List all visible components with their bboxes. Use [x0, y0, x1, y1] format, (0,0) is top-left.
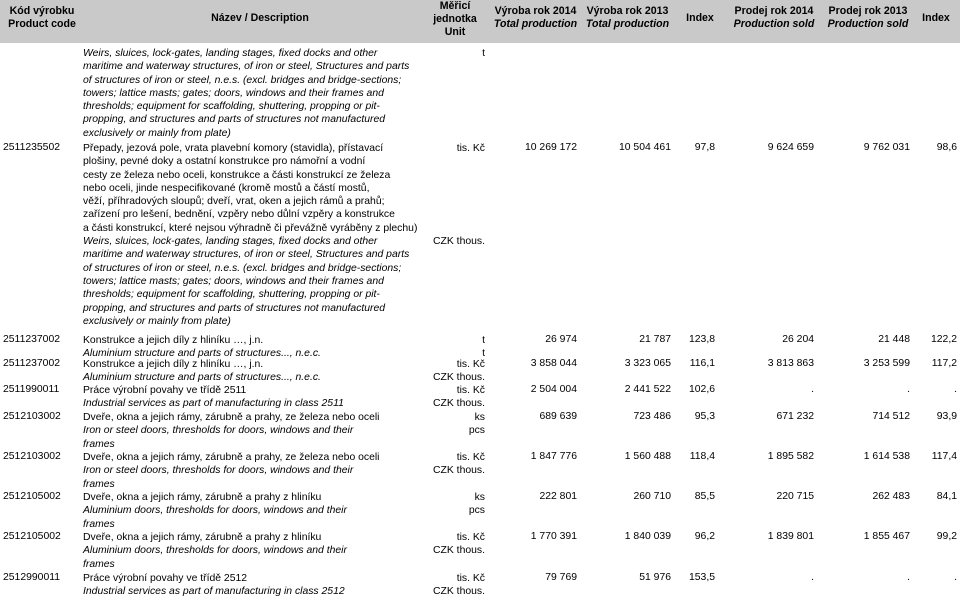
index-production-value: 95,3 — [694, 411, 715, 422]
production-2013-value: 1 560 488 — [624, 451, 671, 462]
description-en-line: frames — [83, 518, 115, 530]
product-description — [83, 572, 345, 599]
unit-label — [415, 155, 485, 168]
sold-2013-value: 1 614 538 — [863, 451, 910, 462]
index-sold-value: 93,9 — [936, 411, 957, 422]
header-prod2014-en: Total production — [493, 18, 578, 30]
sold-2013-value: 714 512 — [872, 411, 910, 422]
description-cz-line: věží, příhradových sloupů; dveří, vrat, oken a jejich rámů a prahů; — [83, 196, 385, 208]
index-sold-value: 117,2 — [931, 358, 957, 369]
description-cz-line: Dveře, okna a jejich rámy, zárubně a prahy z hliníku — [83, 492, 322, 503]
product-code: 2512105002 — [3, 531, 61, 542]
description-en-line: Aluminium structure and parts of structures..., n.e.c. — [83, 348, 321, 360]
header-code-cz: Kód výrobku — [9, 5, 75, 17]
description-cz-line: plošiny, pevné doky a ostatní konstrukce pro námořní a vodní — [83, 156, 366, 168]
production-2013-value: 3 323 065 — [624, 358, 671, 369]
description-cz-line: Dveře, okna a jejich rámy, zárubně a prahy, ze železa nebo oceli — [83, 412, 380, 423]
unit-label: CZK thous. — [433, 586, 485, 598]
description-cz-line: Práce výrobní povahy ve třídě 2512 — [83, 573, 248, 584]
unit-label: tis. Kč — [456, 359, 485, 370]
table-header — [0, 0, 960, 43]
header-unit — [420, 0, 490, 39]
product-description — [83, 47, 409, 140]
description-en-line: Aluminium doors, thresholds for doors, windows and their — [83, 545, 347, 557]
index-sold-value: 117,4 — [931, 451, 957, 462]
production-2013-value: 1 840 039 — [624, 531, 671, 542]
description-en-line: of structures of iron or steel, n.e.s. (excl. bridges and bridge-sections; — [83, 74, 402, 86]
description-en-line: Weirs, sluices, lock-gates, landing stages, fixed docks and other — [83, 236, 378, 248]
index-sold-value: 122,2 — [930, 334, 957, 345]
unit-label: t — [482, 335, 485, 346]
production-2013-value: 10 504 461 — [618, 142, 671, 153]
description-en-line: Aluminium doors, thresholds for doors, windows and their — [83, 505, 347, 517]
product-description — [83, 142, 417, 328]
description-en-line: Iron or steel doors, thresholds for doors, windows and their — [83, 425, 354, 437]
description-en-line: frames — [83, 438, 115, 450]
product-description — [83, 491, 347, 531]
sold-2013-value: 262 483 — [872, 491, 910, 502]
sold-2013-value: 1 855 467 — [863, 531, 910, 542]
unit-label: CZK thous. — [433, 398, 485, 410]
description-en-line: thresholds; equipment for scaffolding, shuttering, propping or pit- — [83, 289, 380, 301]
unit-label — [415, 169, 485, 182]
production-2014-value: 79 769 — [545, 572, 577, 583]
description-en-line: maritime and waterway structures, of iron or steel, Structures and parts — [83, 61, 410, 73]
description-en-line: Weirs, sluices, lock-gates, landing stages, fixed docks and other — [83, 48, 378, 59]
header-production-2014 — [488, 5, 583, 31]
unit-label: tis. Kč — [456, 452, 485, 463]
unit-cell — [415, 411, 485, 438]
production-2013-value: 21 787 — [639, 334, 671, 345]
product-code: 2512103002 — [3, 411, 61, 422]
description-cz-line: Konstrukce a jejich díly z hliníku …, j.n. — [83, 335, 264, 346]
description-en-line: towers; lattice masts; gates; doors, windows and their frames and — [83, 275, 384, 287]
description-en-line: Iron or steel doors, thresholds for doors, windows and their — [83, 465, 354, 477]
unit-cell — [415, 334, 485, 361]
unit-label: pcs — [468, 425, 485, 437]
production-2013-value: 723 486 — [633, 411, 671, 422]
header-sold2013-en: Production sold — [827, 18, 909, 30]
unit-label — [415, 208, 485, 221]
description-cz-line: Dveře, okna a jejich rámy, zárubně a prahy, ze železa nebo oceli — [83, 452, 380, 463]
unit-cell — [415, 531, 485, 558]
sold-2014-value: 220 715 — [776, 491, 814, 502]
header-product-code — [2, 5, 82, 31]
product-description — [83, 384, 344, 411]
header-index-sold: Index — [922, 12, 950, 24]
index-production-value: 123,8 — [688, 334, 715, 345]
unit-label: CZK thous. — [433, 236, 485, 248]
header-sold2014-cz: Prodej rok 2014 — [734, 5, 814, 17]
unit-label: CZK thous. — [433, 545, 485, 557]
product-code: 2512105002 — [3, 491, 61, 502]
sold-2013-value: . — [907, 384, 910, 395]
production-2014-value: 689 639 — [539, 411, 577, 422]
header-sold-2013 — [818, 5, 918, 31]
sold-2014-value: . — [811, 572, 814, 583]
sold-2014-value: . — [811, 384, 814, 395]
unit-label: CZK thous. — [433, 465, 485, 477]
production-2014-value: 1 847 776 — [530, 451, 577, 462]
description-en-line: frames — [83, 558, 115, 570]
description-cz-line: cesty ze železa nebo oceli, konstrukce a části konstrukcí ze železa — [83, 169, 391, 181]
unit-label: t — [482, 348, 485, 360]
header-unit-en: Unit — [444, 26, 466, 38]
sold-2014-value: 9 624 659 — [767, 142, 814, 153]
unit-label — [415, 182, 485, 195]
sold-2013-value: 21 448 — [878, 334, 910, 345]
unit-label — [415, 195, 485, 208]
product-code: 2512103002 — [3, 451, 61, 462]
description-en-line: thresholds; equipment for scaffolding, shuttering, propping or pit- — [83, 101, 380, 113]
sold-2014-value: 26 204 — [782, 334, 814, 345]
header-sold2014-en: Production sold — [733, 18, 815, 30]
description-en-line: exclusively or mainly from plate) — [83, 127, 231, 139]
product-description — [83, 451, 379, 491]
unit-label: tis. Kč — [456, 143, 485, 154]
product-description — [83, 531, 347, 571]
index-production-value: 118,4 — [689, 451, 715, 462]
unit-cell — [415, 491, 485, 518]
header-production-2013 — [580, 5, 675, 31]
product-description — [83, 334, 321, 361]
description-cz-line: a části konstrukcí, které nejsou výhradně či převážně vyráběny z plechu) — [83, 222, 418, 234]
sold-2013-value: . — [907, 572, 910, 583]
description-en-line: of structures of iron or steel, n.e.s. (excl. bridges and bridge-sections; — [83, 262, 402, 274]
unit-cell — [415, 142, 485, 248]
production-2014-value: 222 801 — [539, 491, 577, 502]
description-cz-line: Konstrukce a jejich díly z hliníku …, j.n. — [83, 359, 264, 370]
production-2014-value: 3 858 044 — [530, 358, 577, 369]
production-2013-value: 51 976 — [639, 572, 671, 583]
index-production-value: 97,8 — [694, 142, 715, 153]
unit-label: pcs — [468, 505, 485, 517]
production-2014-value: 1 770 391 — [530, 531, 577, 542]
unit-label: tis. Kč — [456, 573, 485, 584]
description-en-line: propping, and structures and parts of structures not manufactured — [83, 114, 386, 126]
index-production-value: 85,5 — [694, 491, 715, 502]
unit-label: t — [482, 48, 485, 59]
index-production-value: 116,1 — [689, 358, 715, 369]
production-2013-value: 2 441 522 — [624, 384, 671, 395]
header-sold2013-cz: Prodej rok 2013 — [828, 5, 908, 17]
index-production-value: 102,6 — [688, 384, 715, 395]
unit-label: ks — [474, 492, 485, 503]
description-en-line: maritime and waterway structures, of iron or steel, Structures and parts — [83, 249, 410, 261]
description-cz-line: nebo oceli, jinde nespecifikované (kromě mostů a částí mostů, — [83, 182, 370, 194]
unit-cell — [415, 572, 485, 599]
unit-label — [415, 222, 485, 235]
product-description — [83, 358, 321, 385]
index-sold-value: . — [954, 384, 957, 395]
description-en-line: exclusively or mainly from plate) — [83, 315, 231, 327]
index-sold-value: . — [954, 572, 957, 583]
description-en-line: propping, and structures and parts of structures not manufactured — [83, 302, 386, 314]
product-code: 2512990011 — [3, 572, 61, 583]
index-sold-value: 84,1 — [936, 491, 957, 502]
index-sold-value: 99,2 — [936, 531, 957, 542]
unit-cell — [415, 384, 485, 411]
product-code: 2511237002 — [3, 334, 61, 345]
description-cz-line: Přepady, jezová pole, vrata plavební komory (stavidla), přístavací — [83, 143, 384, 154]
header-prod2013-cz: Výroba rok 2013 — [586, 5, 669, 17]
sold-2013-value: 9 762 031 — [863, 142, 910, 153]
unit-label: tis. Kč — [456, 532, 485, 543]
unit-label: CZK thous. — [433, 372, 485, 384]
description-en-line: Aluminium structure and parts of structures..., n.e.c. — [83, 372, 321, 384]
header-code-en: Product code — [8, 18, 76, 30]
header-description: Název / Description — [211, 12, 309, 24]
product-description — [83, 411, 379, 451]
unit-cell — [415, 358, 485, 385]
description-cz-line: Dveře, okna a jejich rámy, zárubně a prahy z hliníku — [83, 532, 322, 543]
product-code: 2511235502 — [3, 142, 61, 153]
production-2014-value: 10 269 172 — [524, 142, 577, 153]
header-prod2014-cz: Výroba rok 2014 — [494, 5, 577, 17]
sold-2014-value: 1 895 582 — [767, 451, 814, 462]
header-index-production: Index — [686, 12, 714, 24]
index-production-value: 96,2 — [694, 531, 715, 542]
description-cz-line: Práce výrobní povahy ve třídě 2511 — [83, 385, 247, 396]
unit-label: ks — [474, 412, 485, 423]
header-unit-cz1: Měřicí — [439, 0, 471, 12]
description-en-line: towers; lattice masts; gates; doors, windows and their frames and — [83, 87, 384, 99]
sold-2014-value: 671 232 — [776, 411, 814, 422]
description-en-line: Industrial services as part of manufacturing in class 2512 — [83, 586, 345, 598]
unit-cell — [415, 47, 485, 60]
production-2014-value: 2 504 004 — [530, 384, 577, 395]
description-cz-line: zařízení pro lešení, bednění, vzpěry nebo důlní vzpěry a konstrukce — [83, 209, 395, 221]
product-code: 2511237002 — [3, 358, 61, 369]
header-unit-cz2: jednotka — [433, 13, 477, 25]
index-production-value: 153,5 — [688, 572, 715, 583]
description-en-line: Industrial services as part of manufacturing in class 2511 — [83, 398, 344, 410]
description-en-line: frames — [83, 478, 115, 490]
header-prod2013-en: Total production — [585, 18, 670, 30]
unit-cell — [415, 451, 485, 478]
sold-2013-value: 3 253 599 — [863, 358, 910, 369]
unit-label: tis. Kč — [456, 385, 485, 396]
product-code: 2511990011 — [3, 384, 60, 395]
production-2014-value: 26 974 — [545, 334, 577, 345]
sold-2014-value: 3 813 863 — [767, 358, 814, 369]
sold-2014-value: 1 839 801 — [767, 531, 814, 542]
header-sold-2014 — [724, 5, 824, 31]
index-sold-value: 98,6 — [936, 142, 957, 153]
production-2013-value: 260 710 — [633, 491, 671, 502]
